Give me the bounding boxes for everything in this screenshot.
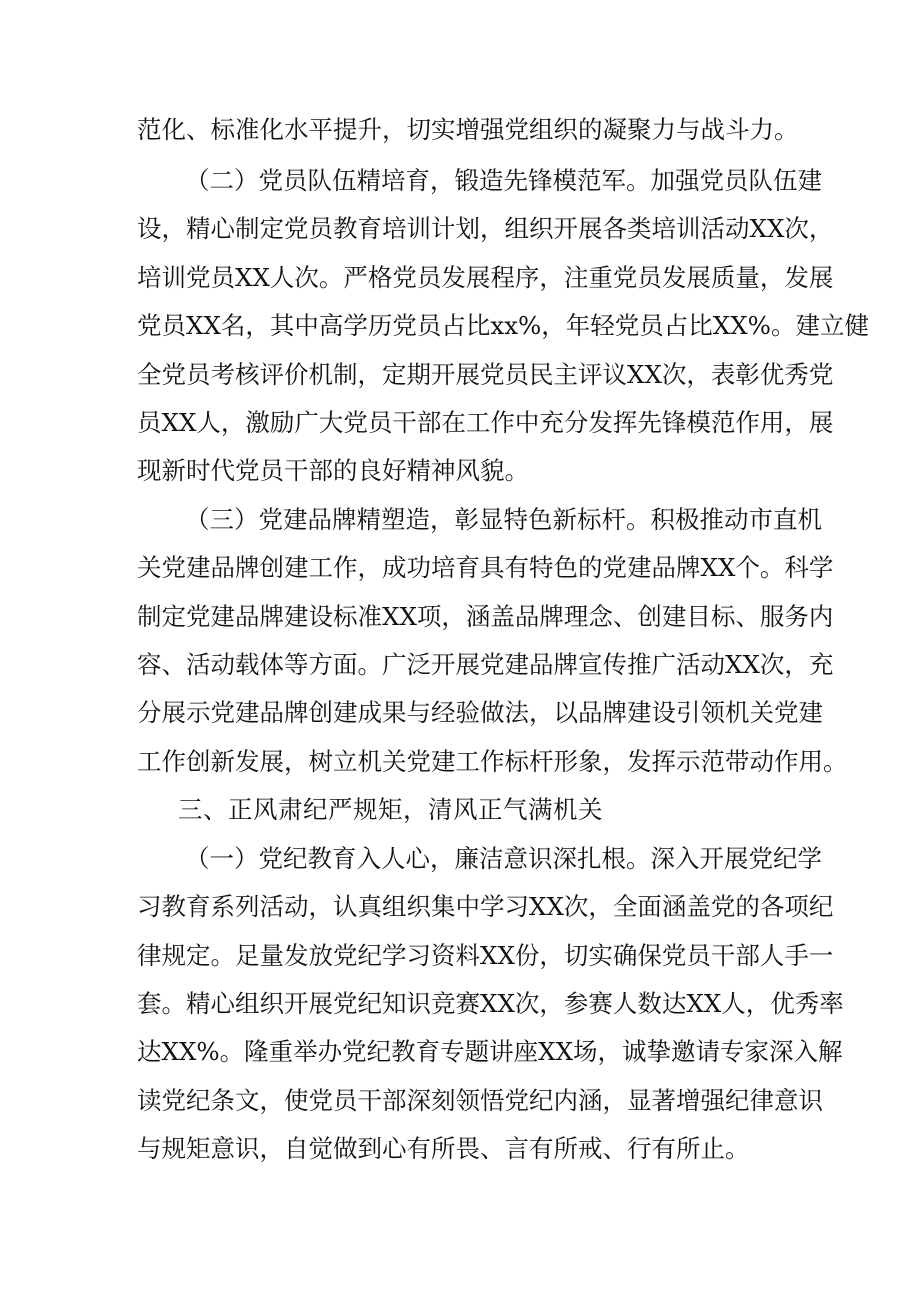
paragraph-line: 现新时代党员干部的良好精神风貌。 — [137, 456, 529, 485]
paragraph-line: （一）党纪教育入人心，廉洁意识深扎根。深入开展党纪学 — [185, 844, 822, 873]
paragraph-line: 读党纪条文，使党员干部深刻领悟党纪内涵，显著增强纪律意识 — [137, 1086, 823, 1115]
section-heading: 三、正风肃纪严规矩，清风正气满机关 — [178, 795, 603, 824]
paragraph-line: 关党建品牌创建工作，成功培育具有特色的党建品牌XX个。科学 — [137, 553, 834, 582]
paragraph-line: 分展示党建品牌创建成果与经验做法，以品牌建设引领机关党建 — [137, 698, 823, 727]
paragraph-line: 员XX人，激励广大党员干部在工作中充分发挥先锋模范作用，展 — [137, 408, 834, 437]
paragraph-line: 培训党员XX人次。严格党员发展程序，注重党员发展质量，发展 — [137, 263, 834, 292]
paragraph-line: 制定党建品牌建设标准XX项，涵盖品牌理念、创建目标、服务内 — [137, 602, 834, 631]
paragraph-line: （三）党建品牌精塑造，彰显特色新标杆。积极推动市直机 — [185, 505, 822, 534]
paragraph-line: 习教育系列活动，认真组织集中学习XX次，全面涵盖党的各项纪 — [137, 892, 834, 921]
paragraph-line: 达XX%。隆重举办党纪教育专题讲座XX场，诚挚邀请专家深入解 — [137, 1037, 843, 1066]
paragraph-line: 党员XX名，其中高学历党员占比xx%，年轻党员占比XX%。建立健 — [137, 311, 869, 340]
paragraph-line: 律规定。足量发放党纪学习资料XX份，切实确保党员干部人手一 — [137, 941, 834, 970]
paragraph-line: 与规矩意识，自觉做到心有所畏、言有所戒、行有所止。 — [137, 1134, 750, 1163]
paragraph-line: 工作创新发展，树立机关党建工作标杆形象，发挥示范带动作用。 — [137, 747, 848, 776]
paragraph-line: （二）党员队伍精培育，锻造先锋模范军。加强党员队伍建 — [185, 166, 822, 195]
paragraph-line: 容、活动载体等方面。广泛开展党建品牌宣传推广活动XX次，充 — [137, 650, 834, 679]
paragraph-line: 套。精心组织开展党纪知识竞赛XX次，参赛人数达XX人，优秀率 — [137, 989, 844, 1018]
paragraph-line: 范化、标准化水平提升，切实增强党组织的凝聚力与战斗力。 — [137, 115, 799, 144]
paragraph-line: 设，精心制定党员教育培训计划，组织开展各类培训活动XX次， — [137, 214, 834, 243]
paragraph-line: 全党员考核评价机制，定期开展党员民主评议XX次，表彰优秀党 — [137, 360, 834, 389]
